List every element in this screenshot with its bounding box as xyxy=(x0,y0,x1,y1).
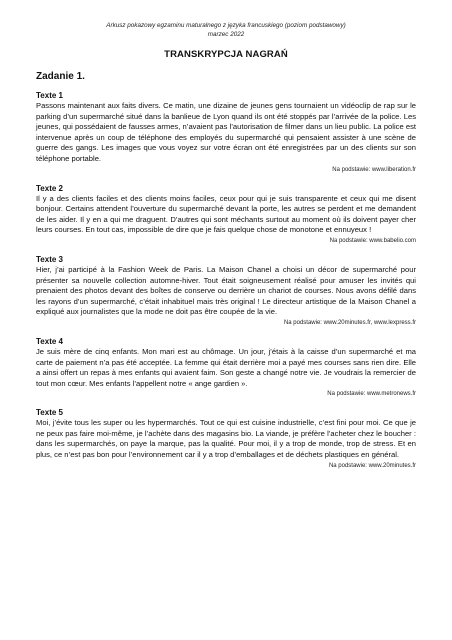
source-note: Na podstawie: www.liberation.fr xyxy=(332,166,416,173)
text-block-4 xyxy=(36,337,416,399)
text-block-3 xyxy=(36,255,416,328)
exam-header-line: Arkusz pokazowy egzaminu maturalnego z języka francuskiego (poziom podstawowy) xyxy=(106,22,346,29)
text-block-1 xyxy=(36,91,416,175)
source-note: Na podstawie: www.20minutes.fr xyxy=(328,462,416,469)
text-heading: Texte 2 xyxy=(36,183,63,193)
source-note: Na podstawie: www.metronews.fr xyxy=(327,391,416,398)
text-body: Je suis mère de cinq enfants. Mon mari est au chômage. Un jour, j’étais à la caisse d’un supermarché et ma carte de paiement n’a pas été acceptée. La femme qui était derrière moi a payé mes courses sans rien dire. Elle a ainsi offert un repas à mes enfants qui avaient faim. Son geste a changé notre vie. Je voudrais la remercier de tout mon cœur. Mes enfants l’appellent notre « ange gardien ». xyxy=(36,346,416,388)
exam-date: marzec 2022 xyxy=(207,30,245,38)
text-block-2 xyxy=(36,184,416,246)
task-title: Zadanie 1. xyxy=(36,71,85,82)
source-note: Na podstawie: www.20minutes.fr, www.lexpress.fr xyxy=(283,319,416,326)
text-heading: Texte 4 xyxy=(36,336,63,346)
text-heading: Texte 3 xyxy=(36,254,63,264)
source-note: Na podstawie: www.babelio.com xyxy=(329,237,416,244)
text-block-5 xyxy=(36,408,416,470)
text-body: Hier, j’ai participé à la Fashion Week de Paris. La Maison Chanel a choisi un décor de supermarché pour présenter sa nouvelle collection automne-hiver. Tout était soigneusement réalisé pour amuser les invités qui prenaient des photos devant des boîtes de conserve ou derrière un chariot de courses. Nous avons défilé dans les rayons d’un supermarché, c’était inhabituel mais très original ! Le directeur artistique de la Maison Chanel a expliqué aux journalistes que la mode ne doit pas être coupée de la vie. xyxy=(36,264,416,317)
document-title: TRANSKRYPCJA NAGRAŃ xyxy=(164,49,288,60)
text-body: Passons maintenant aux faits divers. Ce matin, une dizaine de jeunes gens tournaient un vidéoclip de rap sur le parking d’un supermarché situé dans la banlieue de Lyon quand ils ont été stoppés par l’arrivée de la police. Les jeunes, qui possédaient de fausses armes, n’avaient pas l’autorisation de filmer dans un lieu public. La police est intervenue après un coup de téléphone des employés du supermarché qui pensaient assister à une scène de guerre des gangs. Les images que vous voyez sur votre écran ont été enregistrées par un des clients sur son téléphone portable. xyxy=(36,101,416,163)
text-heading: Texte 5 xyxy=(36,408,63,418)
text-body: Il y a des clients faciles et des clients moins faciles, ceux pour qui je suis transparente et ceux qui me disent bonjour. Certains attendent l’ouverture du supermarché devant la porte, les autres se perdent et me demandent de les aider. Il y en a qui me draguent. D’autres qui sont méchants surtout au moment où ils doivent payer cher leurs courses. En tout cas, impossible de dire que je fais quelque chose de monotone et ennuyeux ! xyxy=(36,193,416,235)
text-heading: Texte 1 xyxy=(36,91,63,100)
text-body: Moi, j’évite tous les super ou les hypermarchés. Tout ce qui est cuisine industrielle, c’est fini pour moi. Ce que je ne peux pas faire moi-même, je l’achète dans des magasins bio. La viande, je préfère l’acheter chez le boucher : dans les supermarchés, on paye la marque, pas la qualité. Pour moi, il y a trop de monde, trop de stress. Et en plus, ce n’est pas bon pour l’environnement car il y a trop d’emballages et de déchets plastiques en général. xyxy=(36,418,416,460)
